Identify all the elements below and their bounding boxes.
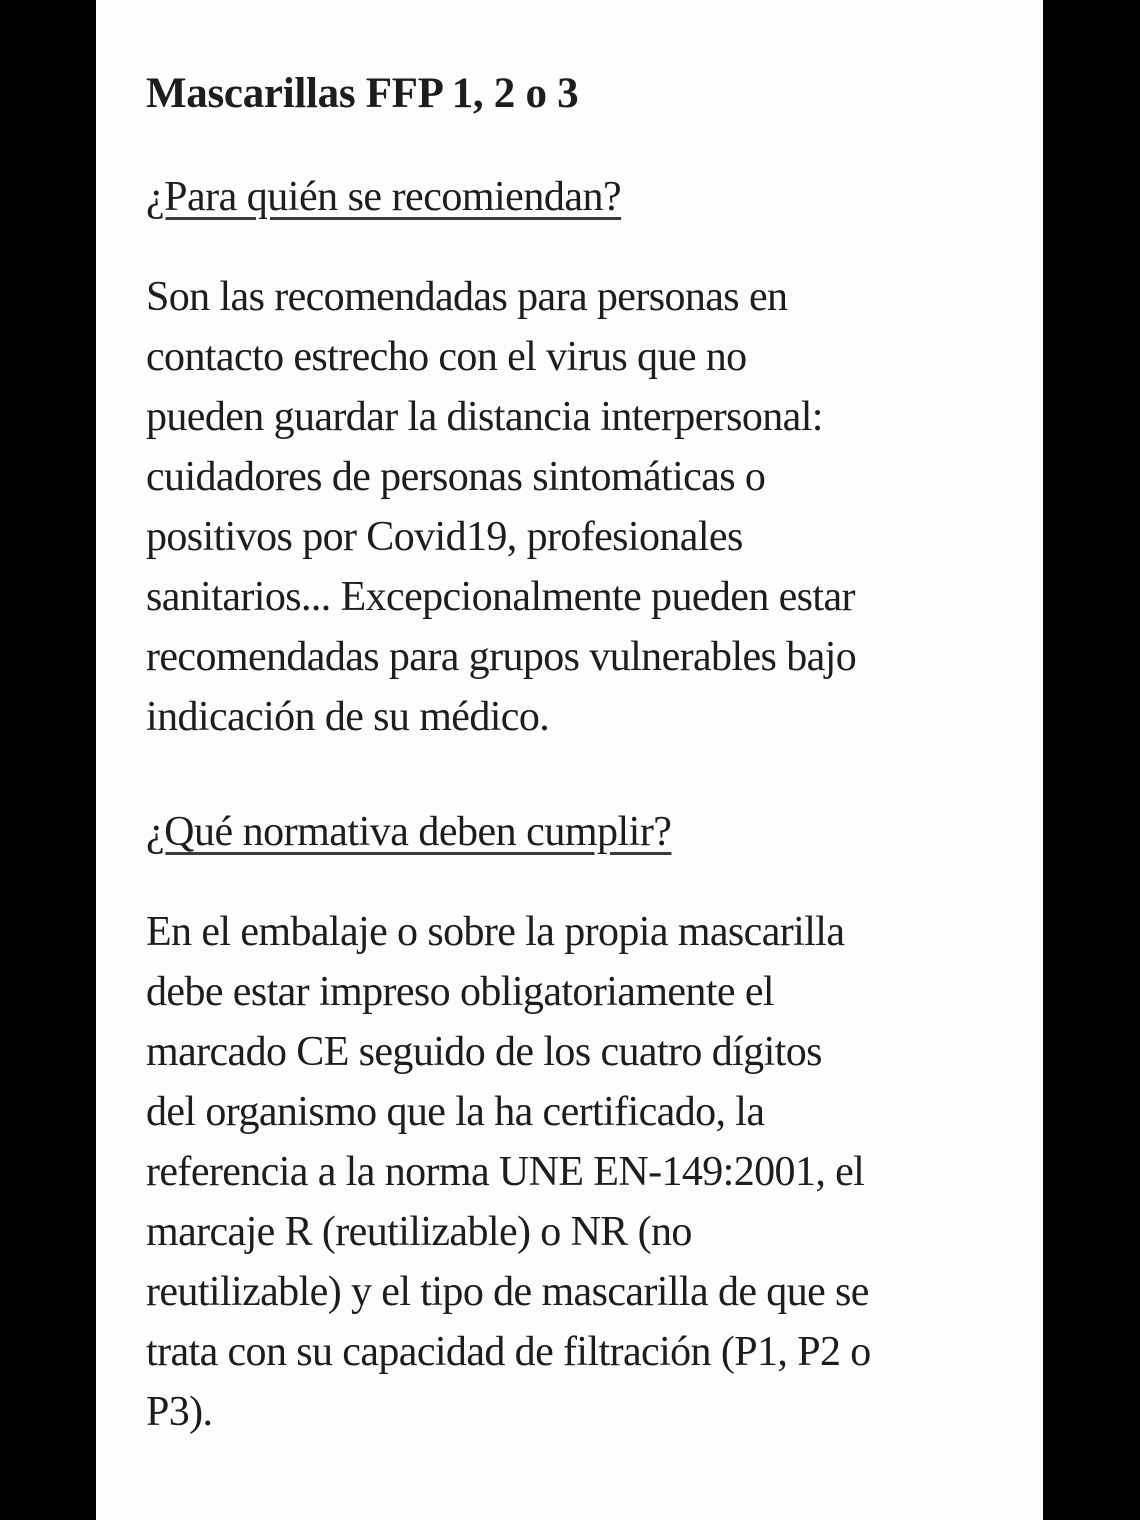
- text-line: P3).: [146, 1389, 213, 1435]
- text-line: contacto estrecho con el virus que no: [146, 334, 747, 380]
- heading-que-normativa-deben-cumplir: ¿Qué normativa deben cumplir?: [146, 809, 672, 855]
- text-line: En el embalaje o sobre la propia mascarilla: [146, 909, 845, 955]
- text-line: positivos por Covid19, profesionales: [146, 514, 743, 560]
- heading-para-quien-se-recomiendan: ¿Para quién se recomiendan?: [146, 174, 622, 220]
- text-line: Son las recomendadas para personas en: [146, 274, 788, 320]
- text-line: sanitarios... Excepcionalmente pueden estar: [146, 574, 855, 620]
- document-title: Mascarillas FFP 1, 2 o 3: [146, 70, 579, 117]
- text-line: indicación de su médico.: [146, 694, 550, 740]
- text-line: del organismo que la ha certificado, la: [146, 1089, 765, 1135]
- paragraph-recomendaciones: [146, 267, 1015, 747]
- text-line: marcaje R (reutilizable) o NR (no: [146, 1209, 692, 1255]
- paragraph-normativa: [146, 902, 1015, 1442]
- text-line: pueden guardar la distancia interpersonal:: [146, 394, 823, 440]
- letterbox-right: [1043, 0, 1140, 1520]
- text-line: cuidadores de personas sintomáticas o: [146, 454, 766, 500]
- text-line: reutilizable) y el tipo de mascarilla de que se: [146, 1269, 869, 1315]
- text-line: referencia a la norma UNE EN-149:2001, el: [146, 1149, 865, 1195]
- document-page: [96, 0, 1043, 1520]
- text-line: debe estar impreso obligatoriamente el: [146, 969, 774, 1015]
- text-line: recomendadas para grupos vulnerables bajo: [146, 634, 857, 680]
- letterbox-left: [0, 0, 96, 1520]
- text-line: trata con su capacidad de filtración (P1, P2 o: [146, 1329, 871, 1375]
- text-line: marcado CE seguido de los cuatro dígitos: [146, 1029, 822, 1075]
